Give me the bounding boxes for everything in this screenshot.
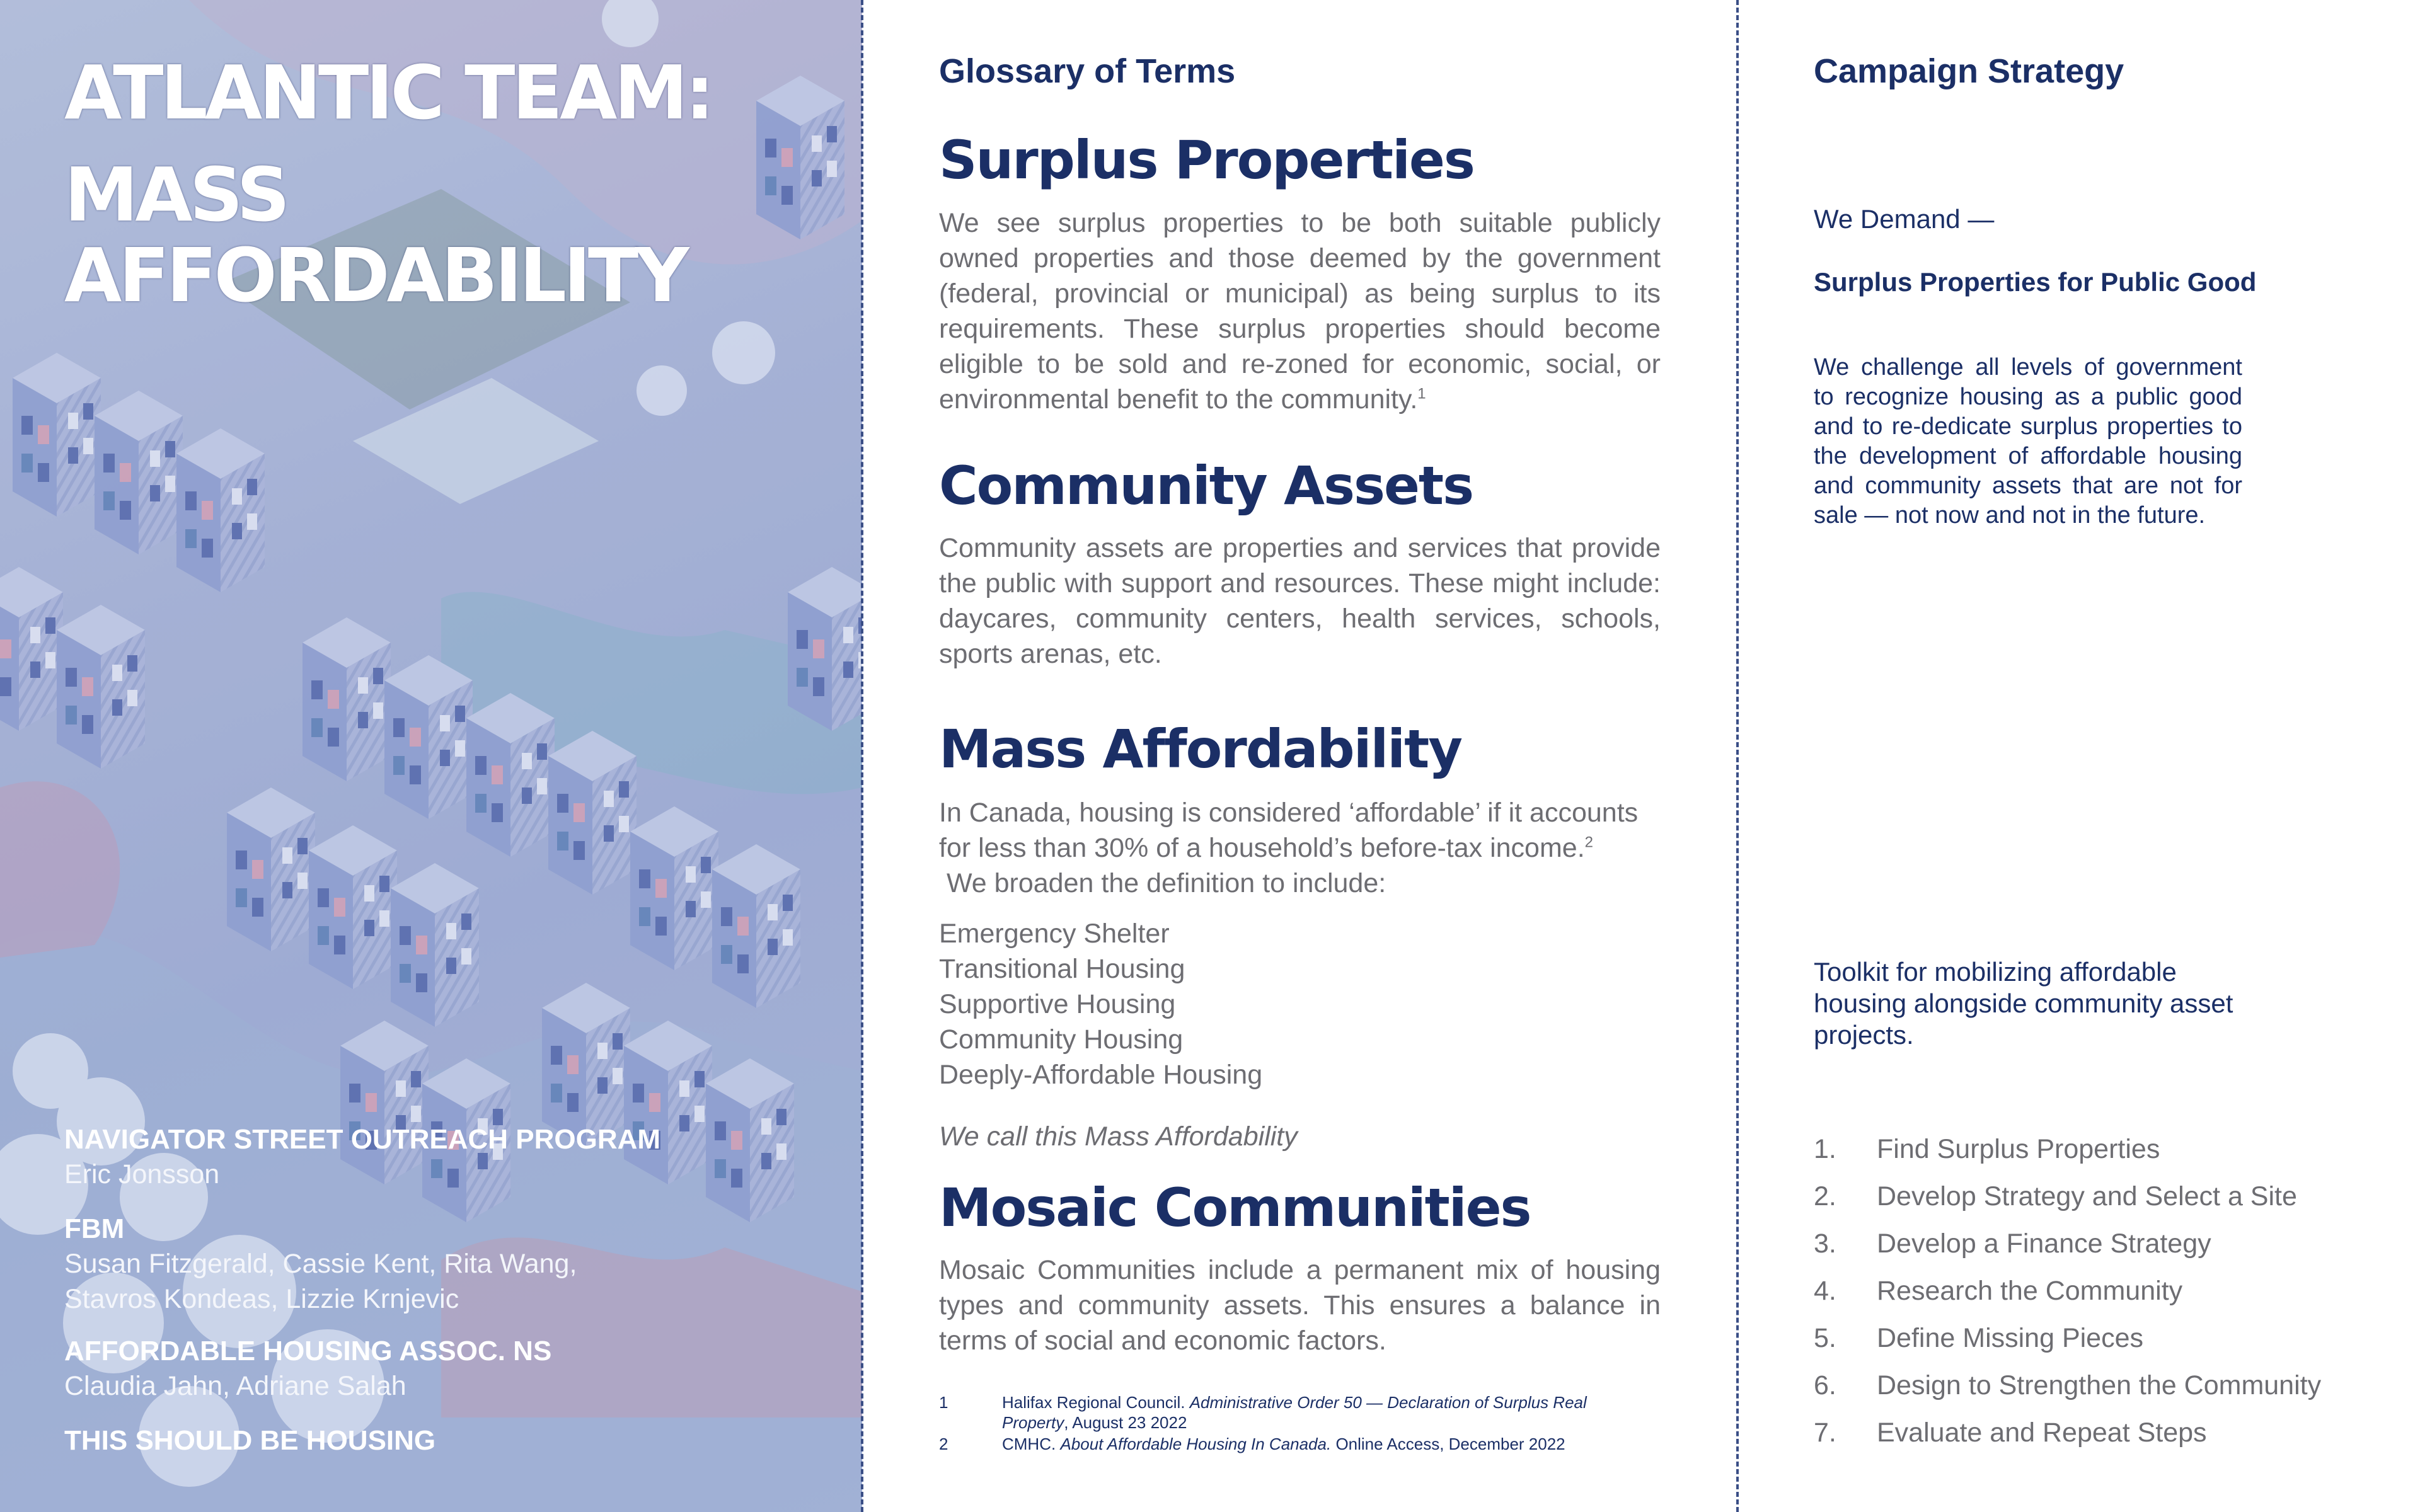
column-divider-left — [861, 0, 863, 1512]
demand-title: Surplus Properties for Public Good — [1814, 267, 2257, 297]
list-item: Emergency Shelter — [939, 919, 1170, 949]
column-divider-right — [1736, 0, 1739, 1512]
footnote-ref-2: 2 — [1584, 833, 1594, 851]
housing-types-list — [939, 916, 1262, 1092]
toolkit-description: Toolkit for mobilizing affordable housing alongside community asset projects. — [1814, 957, 2233, 1050]
mass-affordability-closing: We call this Mass Affordability — [939, 1121, 1298, 1152]
surplus-properties-body: We see surplus properties to be both suitable publicly owned properties and those deemed by the government (federal, provincial or municipal) as being surplus to its requirements. These surplus properties should become eligible to be sold and re-zoned for economic, social, or environmental benefit to the community.$^1$ — [939, 208, 1661, 415]
mass-affordability-body: In Canada, housing is considered ‘affordable’ if it accounts for less than 30% of a household’s before-tax income.$^2$ We broaden the definition to include: — [939, 798, 1639, 898]
credit-heading-tsbh: THIS SHOULD BE HOUSING — [64, 1425, 436, 1456]
cover-title-line-2: MASS — [64, 151, 287, 238]
demand-body: We challenge all levels of government to recognize housing as a public good and to re-dedicate surplus properties to the development of affordable housing and community assets that are not for sale — not now and not in the future. — [1814, 354, 2242, 529]
credit-names-ahans: Claudia Jahn, Adriane Salah — [64, 1371, 406, 1401]
cover-illustration-panel — [0, 0, 862, 1512]
credit-names-fbm-1: Susan Fitzgerald, Cassie Kent, Rita Wang, — [64, 1249, 577, 1279]
surplus-properties-title: Surplus Properties — [939, 129, 1474, 191]
list-item: Supportive Housing — [939, 989, 1176, 1019]
credit-heading-ahans: AFFORDABLE HOUSING ASSOC. NS — [64, 1336, 552, 1366]
demand-label: We Demand — — [1814, 204, 1995, 234]
list-item: Deeply-Affordable Housing — [939, 1060, 1263, 1090]
credit-names-navigator: Eric Jonsson — [64, 1159, 220, 1189]
community-assets-body: Community assets are properties and services that provide the public with support and resources. These might include: daycares, community centers, health services, schools, sports arenas, etc. — [939, 533, 1661, 669]
mosaic-communities-title: Mosaic Communities — [939, 1177, 1531, 1239]
list-item: Community Housing — [939, 1024, 1184, 1055]
footnote-1: 1 Halifax Regional Council. Administrative Order 50 — Declaration of Surplus Real Property, August 23 2022 — [939, 1393, 1587, 1432]
credit-heading-navigator: NAVIGATOR STREET OUTREACH PROGRAM — [64, 1124, 661, 1155]
mass-affordability-title: Mass Affordability — [939, 718, 1461, 780]
cover-title-line-1: ATLANTIC TEAM: — [64, 49, 712, 136]
footnote-ref-1: 1 — [1417, 385, 1426, 403]
community-assets-title: Community Assets — [939, 455, 1473, 517]
credit-heading-fbm: FBM — [64, 1213, 125, 1244]
glossary-heading: Glossary of Terms — [939, 52, 1236, 90]
mosaic-communities-body: Mosaic Communities include a permanent mix of housing types and community assets. This ensures a balance in terms of social and economic factors. — [939, 1255, 1661, 1356]
list-item: Transitional Housing — [939, 954, 1185, 984]
credit-names-fbm-2: Stavros Kondeas, Lizzie Krnjevic — [64, 1284, 459, 1314]
footnote-2: 2 CMHC. About Affordable Housing In Canada. Online Access, December 2022 — [939, 1435, 1565, 1453]
campaign-strategy-heading: Campaign Strategy — [1814, 52, 2124, 90]
cover-title-line-3: AFFORDABILITY — [64, 232, 686, 319]
